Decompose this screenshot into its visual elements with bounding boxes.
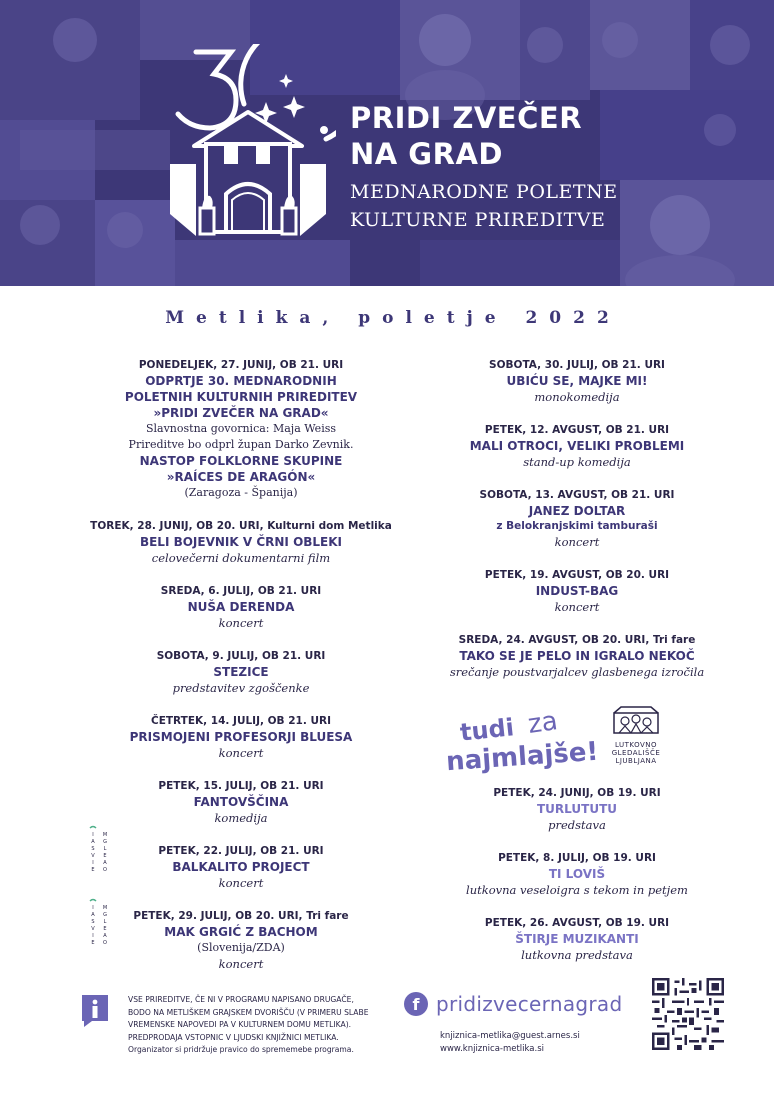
svg-text:S: S xyxy=(91,919,95,925)
event-type: koncert xyxy=(554,600,600,614)
event-item xyxy=(422,358,732,405)
svg-text:E: E xyxy=(103,926,107,932)
event-title: JANEZ DOLTAR xyxy=(528,504,626,518)
event-opening xyxy=(56,358,426,501)
svg-text:V: V xyxy=(91,853,95,859)
info-line: VREMENSKE NAPOVEDI PA V KULTURNEM DOMU METLIKA). xyxy=(128,1020,352,1029)
event-item xyxy=(56,584,426,631)
svg-text:M: M xyxy=(102,832,108,838)
event-title: ODPRTJE 30. MEDNARODNIH xyxy=(145,374,337,388)
svg-text:V: V xyxy=(91,926,95,932)
event-date: PETEK, 26. AVGUST, OB 19. URI xyxy=(484,917,670,929)
event-title: TAKO SE JE PELO IN IGRALO NEKOČ xyxy=(459,649,695,663)
contact-info xyxy=(440,1030,580,1056)
kids-heading-word: najmlajše! xyxy=(445,736,600,778)
svg-text:I: I xyxy=(92,860,94,866)
partner-name: GLEDALIŠČE xyxy=(611,749,661,757)
event-type: koncert xyxy=(218,616,264,630)
event-item xyxy=(422,423,732,470)
event-type: predstava xyxy=(548,818,606,832)
event-title: MAK GRGIĆ Z BACHOM xyxy=(164,925,318,939)
event-type: lutkovna veseloigra s tekom in petjem xyxy=(466,883,688,897)
svg-text:E: E xyxy=(91,867,95,873)
event-date: ČETRTEK, 14. JULIJ, OB 21. URI xyxy=(151,715,331,727)
partner-name: LUTKOVNO xyxy=(614,741,658,749)
svg-text:E: E xyxy=(91,940,95,946)
svg-text:O: O xyxy=(103,940,107,946)
event-title: INDUST-BAG xyxy=(535,584,619,598)
event-date: PETEK, 8. JULIJ, OB 19. URI xyxy=(498,852,656,864)
kids-heading xyxy=(445,706,610,780)
svg-text:I: I xyxy=(92,933,94,939)
event-type: komedija xyxy=(214,811,268,825)
event-note: Prireditve bo odprl župan Darko Zevnik. xyxy=(128,438,354,451)
event-item xyxy=(422,488,732,550)
event-title: BALKALITO PROJECT xyxy=(172,860,310,874)
event-title: FANTOVŠČINA xyxy=(193,795,289,809)
imago-sloveniae-logo xyxy=(86,897,112,949)
svg-text:L: L xyxy=(103,919,107,925)
event-title: TI LOVIŠ xyxy=(548,867,606,881)
svg-text:S: S xyxy=(91,846,95,852)
partner-name: LJUBLJANA xyxy=(615,757,657,765)
svg-text:M: M xyxy=(102,905,108,911)
event-title: NUŠA DERENDA xyxy=(187,600,295,614)
event-date: SREDA, 24. AVGUST, OB 20. URI, Tri fare xyxy=(458,634,696,646)
facebook-icon: f xyxy=(404,992,428,1016)
event-type: monokomedija xyxy=(534,390,620,404)
event-date: SOBOTA, 9. JULIJ, OB 21. URI xyxy=(156,650,326,662)
svg-text:L: L xyxy=(103,846,107,852)
program-right xyxy=(422,358,732,698)
svg-text:A: A xyxy=(91,912,95,918)
kids-program xyxy=(422,786,732,981)
event-title: UBIĆU SE, MAJKE MI! xyxy=(506,374,648,388)
event-date: TOREK, 28. JUNIJ, OB 20. URI, Kulturni dom Metlika xyxy=(90,520,392,532)
event-date: PETEK, 19. AVGUST, OB 20. URI xyxy=(484,569,670,581)
event-date: PETEK, 24. JUNIJ, OB 19. URI xyxy=(493,787,661,799)
svg-text:A: A xyxy=(103,933,107,939)
event-date: PETEK, 29. JULIJ, OB 20. URI, Tri fare xyxy=(133,910,349,922)
kids-event-item xyxy=(422,851,732,898)
event-item xyxy=(422,568,732,615)
svg-text:G: G xyxy=(103,912,107,918)
kids-heading-word: za xyxy=(526,706,560,740)
festival-logo xyxy=(166,44,336,244)
festival-subtitle: MEDNARODNE POLETNE KULTURNE PRIREDITVE xyxy=(350,181,618,231)
event-title: BELI BOJEVNIK V ČRNI OBLEKI xyxy=(139,535,343,549)
event-title: ŠTIRJE MUZIKANTI xyxy=(515,932,639,946)
kids-heading-word: tudi xyxy=(458,713,516,747)
event-title: STEZICE xyxy=(213,665,269,679)
info-line: Organizator si pridržuje pravico do sprememebe programa. xyxy=(128,1045,354,1054)
info-line: BODO NA METLIŠKEM GRAJSKEM DVORIŠČU (V PRIMERU SLABE xyxy=(128,1007,369,1017)
svg-text:I: I xyxy=(92,905,94,911)
imago-sloveniae-logo xyxy=(86,824,112,876)
event-item xyxy=(422,633,732,680)
program-left xyxy=(56,358,426,990)
svg-text:E: E xyxy=(103,853,107,859)
venue-info xyxy=(128,994,393,1057)
event-date: PETEK, 22. JULIJ, OB 21. URI xyxy=(158,845,324,857)
event-date: SREDA, 6. JULIJ, OB 21. URI xyxy=(160,585,322,597)
event-title: MALI OTROCI, VELIKI PROBLEMI xyxy=(469,439,685,453)
event-title: »RAÍCES DE ARAGÓN« xyxy=(166,470,316,484)
event-type: stand-up komedija xyxy=(523,455,631,469)
event-item xyxy=(56,519,426,566)
facebook-handle[interactable]: pridizvecernagrad xyxy=(436,992,623,1016)
info-line: VSE PRIREDITVE, ČE NI V PROGRAMU NAPISANO DRUGAČE, xyxy=(128,995,354,1004)
event-type: koncert xyxy=(554,535,600,549)
svg-text:G: G xyxy=(103,839,107,845)
event-date: PETEK, 12. AVGUST, OB 21. URI xyxy=(484,424,670,436)
lutkovno-gledalisce-logo xyxy=(606,705,666,765)
festival-title: PRIDI ZVEČER NA GRAD xyxy=(350,101,583,171)
info-line: PREDPRODAJA VSTOPNIC V LJUDSKI KNJIŽNICI METLIKA. xyxy=(128,1032,339,1042)
event-item xyxy=(56,779,426,826)
event-title: POLETNIH KULTURNIH PRIREDITEV xyxy=(124,390,358,404)
event-title: »PRIDI ZVEČER NA GRAD« xyxy=(153,406,329,420)
info-icon xyxy=(80,993,110,1029)
qr-code[interactable] xyxy=(652,978,724,1050)
season-heading: Metlika, poletje 2022 xyxy=(165,308,621,328)
event-date: SOBOTA, 13. AVGUST, OB 21. URI xyxy=(479,489,675,501)
email-link[interactable]: knjiznica-metlika@guest.arnes.si xyxy=(440,1031,580,1041)
website-link[interactable]: www.knjiznica-metlika.si xyxy=(440,1044,545,1054)
event-type: koncert xyxy=(218,746,264,760)
facebook-link[interactable] xyxy=(404,992,622,1016)
svg-text:A: A xyxy=(91,839,95,845)
event-subtitle: z Belokranjskimi tamburaši xyxy=(496,520,658,532)
kids-event-item xyxy=(422,916,732,963)
event-type: lutkovna predstava xyxy=(521,948,633,962)
event-type: predstavitev zgoščenke xyxy=(172,681,310,695)
event-date: PETEK, 15. JULIJ, OB 21. URI xyxy=(158,780,324,792)
event-title: TURLUTUTU xyxy=(537,802,617,816)
event-type: srečanje poustvarjalcev glasbenega izročila xyxy=(449,665,705,679)
event-note: Slavnostna govornica: Maja Weiss xyxy=(145,422,337,435)
svg-text:O: O xyxy=(103,867,107,873)
event-title: PRISMOJENI PROFESORJI BLUESA xyxy=(129,730,353,744)
event-date: PONEDELJEK, 27. JUNIJ, OB 21. URI xyxy=(138,359,344,371)
kids-event-item xyxy=(422,786,732,833)
event-note: (Zaragoza - Španija) xyxy=(184,486,298,499)
svg-text:A: A xyxy=(103,860,107,866)
event-date: SOBOTA, 30. JULIJ, OB 21. URI xyxy=(489,359,665,371)
event-type: celovečerni dokumentarni film xyxy=(151,551,331,565)
event-note: (Slovenija/ZDA) xyxy=(197,941,285,954)
event-title: NASTOP FOLKLORNE SKUPINE xyxy=(139,454,343,468)
puppet-theatre-icon xyxy=(611,705,661,737)
event-item xyxy=(56,649,426,696)
svg-text:I: I xyxy=(92,832,94,838)
event-type: koncert xyxy=(218,957,264,971)
event-item xyxy=(56,714,426,761)
event-type: koncert xyxy=(218,876,264,890)
header-banner xyxy=(0,0,774,286)
